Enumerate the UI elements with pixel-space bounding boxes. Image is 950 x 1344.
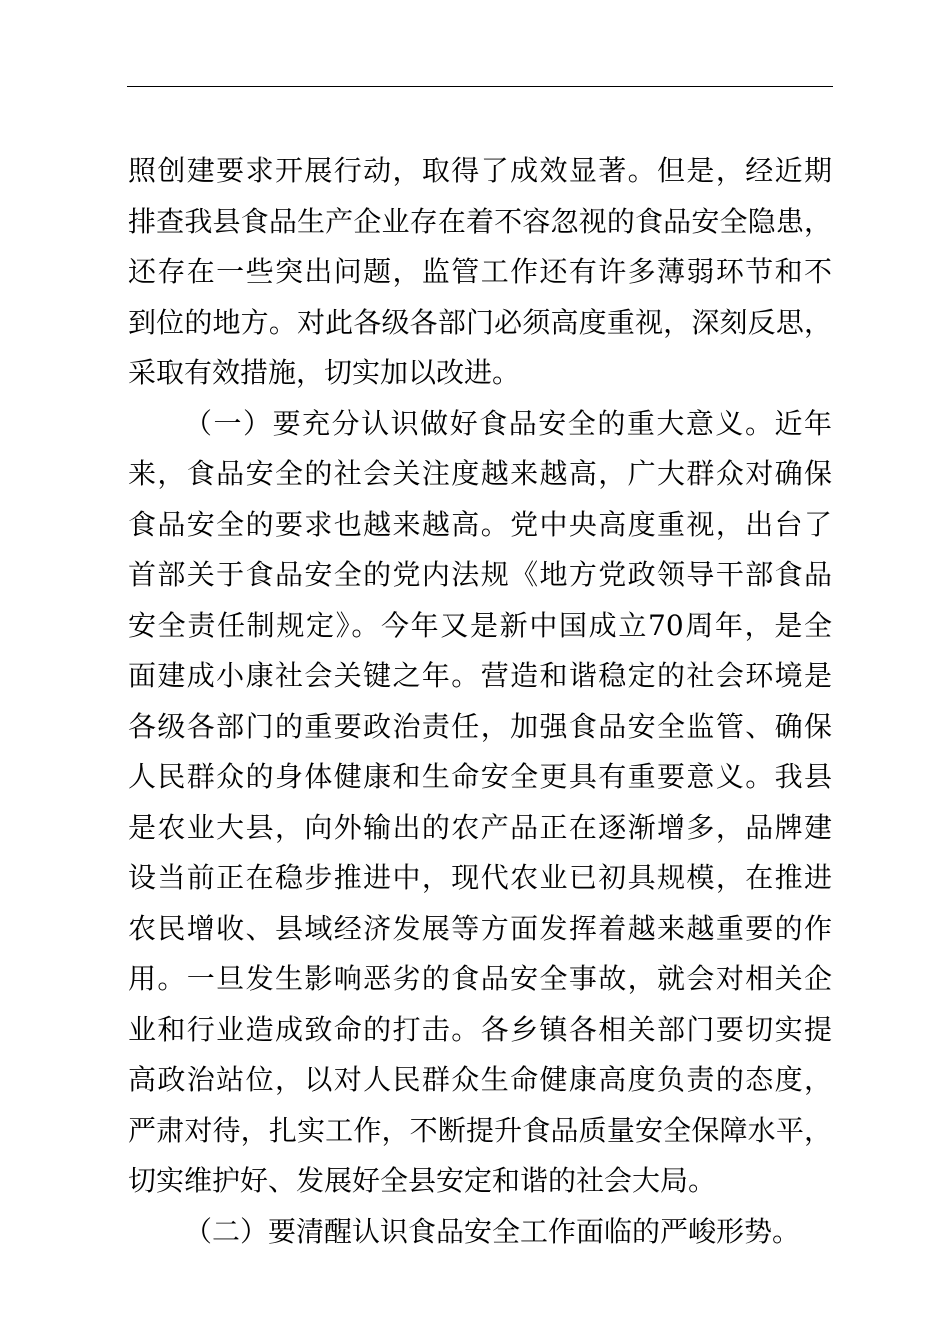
text-line: 人民群众的身体健康和生命安全更具有重要意义。我县	[128, 760, 832, 793]
text-line: 面建成小康社会关键之年。营造和谐稳定的社会环境是	[128, 659, 832, 692]
text-line: 用。一旦发生影响恶劣的食品安全事故，就会对相关企	[128, 962, 832, 995]
text-line: 照创建要求开展行动，取得了成效显著。但是，经近期	[128, 154, 832, 187]
header-rule	[127, 86, 833, 87]
document-body	[128, 146, 832, 1257]
section-heading-line: （二）要清醒认识食品安全工作面临的严峻形势。	[184, 1214, 801, 1248]
text-line: 高政治站位，以对人民群众生命健康高度负责的态度，	[128, 1063, 832, 1096]
section-heading-line: （一）要充分认识做好食品安全的重大意义。近年	[184, 406, 832, 440]
text-line: 安全责任制规定》。今年又是新中国成立70周年，是全	[128, 608, 832, 642]
text-line: 采取有效措施，切实加以改进。	[128, 356, 521, 389]
text-line: 严肃对待，扎实工作，不断提升食品质量安全保障水平，	[128, 1113, 832, 1147]
text-line: 设当前正在稳步推进中，现代农业已初具规模，在推进	[128, 861, 832, 894]
text-line: 食品安全的要求也越来越高。党中央高度重视，出台了	[128, 507, 832, 541]
text-line: 是农业大县，向外输出的农产品正在逐渐增多，品牌建	[128, 810, 832, 844]
text-line: 排查我县食品生产企业存在着不容忽视的食品安全隐患，	[128, 204, 832, 238]
text-line: 业和行业造成致命的打击。各乡镇各相关部门要切实提	[128, 1012, 832, 1046]
text-line: 首部关于食品安全的党内法规《地方党政领导干部食品	[128, 558, 832, 591]
text-line: 切实维护好、发展好全县安定和谐的社会大局。	[128, 1164, 717, 1197]
text-line: 还存在一些突出问题，监管工作还有许多薄弱环节和不	[128, 255, 832, 288]
text-line: 来，食品安全的社会关注度越来越高，广大群众对确保	[128, 457, 832, 490]
text-line: 各级各部门的重要政治责任，加强食品安全监管、确保	[128, 709, 832, 743]
text-line: 农民增收、县域经济发展等方面发挥着越来越重要的作	[128, 911, 832, 945]
text-line: 到位的地方。对此各级各部门必须高度重视，深刻反思，	[128, 305, 832, 339]
